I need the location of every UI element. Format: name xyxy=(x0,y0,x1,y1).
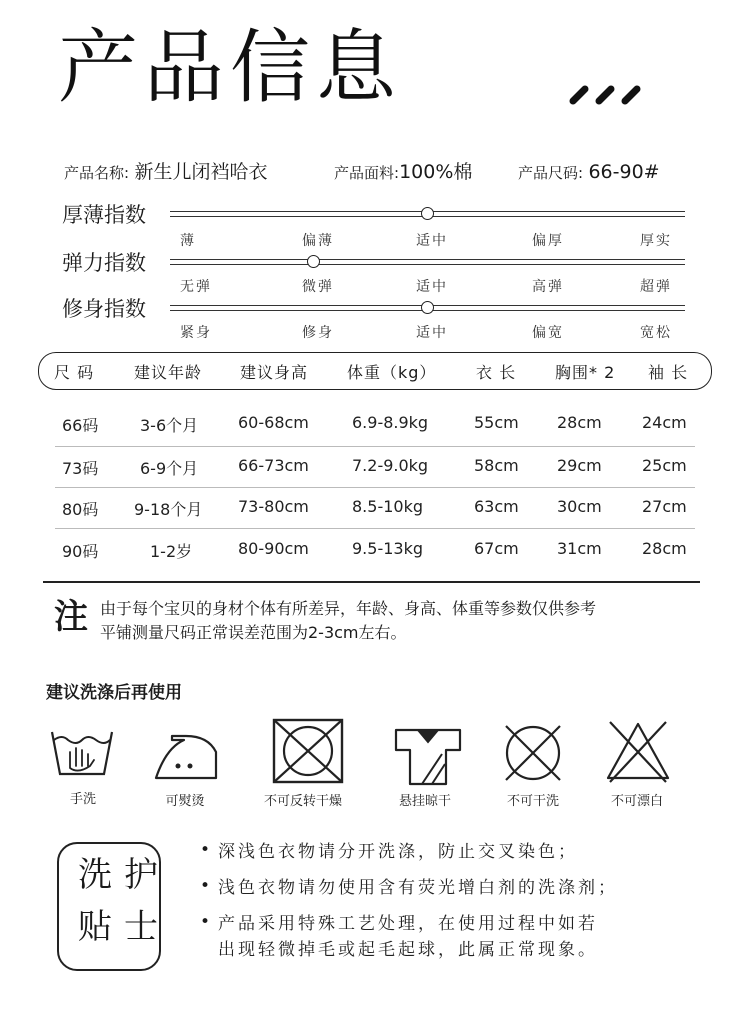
product-name-value: 新生儿闭裆哈衣 xyxy=(134,161,268,183)
care-tip-2: 浅色衣物请勿使用含有荧光增白剂的洗涤剂； xyxy=(218,878,618,898)
page-title: 产品信息 xyxy=(58,21,402,114)
care-label-hand-wash: 手洗 xyxy=(69,792,96,807)
table-cell: 90码 xyxy=(62,542,99,561)
product-fabric xyxy=(334,160,472,185)
column-header: 衣 长 xyxy=(476,363,517,382)
column-header: 胸围* 2 xyxy=(555,363,616,382)
care-tip-3-line-2: 出现轻微掉毛或起毛起球，此属正常现象。 xyxy=(218,940,598,960)
row-divider xyxy=(55,487,695,488)
table-cell: 6.9-8.9kg xyxy=(352,413,429,432)
no-tumble-dry-icon xyxy=(270,716,346,786)
table-cell: 24cm xyxy=(642,413,687,432)
column-header: 体重（kg） xyxy=(347,363,437,382)
care-label-iron: 可熨烫 xyxy=(165,794,205,809)
product-size-value: 66-90# xyxy=(588,161,660,183)
scale-option: 适中 xyxy=(416,325,448,341)
elasticity-index-scale xyxy=(170,259,685,265)
care-label-no-dry-clean: 不可干洗 xyxy=(506,794,559,809)
table-bottom-divider xyxy=(43,581,700,583)
product-size xyxy=(518,160,660,185)
table-cell: 55cm xyxy=(474,413,519,432)
hand-wash-icon xyxy=(48,722,116,784)
column-header: 建议身高 xyxy=(240,363,309,382)
care-label-hang-dry: 悬挂晾干 xyxy=(398,794,451,809)
product-name xyxy=(64,160,267,185)
table-cell: 67cm xyxy=(474,539,519,558)
table-cell: 8.5-10kg xyxy=(352,497,423,516)
column-header: 袖 长 xyxy=(648,363,689,382)
scale-option: 薄 xyxy=(180,233,196,249)
care-heading: 建议洗涤后再使用 xyxy=(46,683,182,703)
care-tips-title-line-2: 贴士 xyxy=(78,907,170,947)
note-line-2: 平铺测量尺码正常误差范围为2-3cm左右。 xyxy=(100,623,407,642)
bullet: • xyxy=(200,876,211,896)
column-header: 建议年龄 xyxy=(134,363,203,382)
table-cell: 29cm xyxy=(557,456,602,475)
table-cell: 25cm xyxy=(642,456,687,475)
scale-option: 微弹 xyxy=(302,279,334,295)
table-cell: 63cm xyxy=(474,497,519,516)
scale-option: 宽松 xyxy=(640,325,672,341)
table-cell: 80码 xyxy=(62,500,99,519)
row-divider xyxy=(55,446,695,447)
scale-option: 偏厚 xyxy=(532,233,564,249)
product-fabric-value: 100%棉 xyxy=(399,161,473,183)
table-cell: 7.2-9.0kg xyxy=(352,456,429,475)
no-dry-clean-icon xyxy=(500,720,566,786)
scale-option: 超弹 xyxy=(640,279,672,295)
row-divider xyxy=(55,528,695,529)
elasticity-index-label: 弹力指数 xyxy=(62,251,146,275)
product-fabric-label: 产品面料: xyxy=(334,164,400,182)
bullet: • xyxy=(200,912,211,932)
table-cell: 28cm xyxy=(642,539,687,558)
scale-option: 适中 xyxy=(416,279,448,295)
elasticity-index-marker xyxy=(307,255,320,268)
care-tips-title-line-1: 洗护 xyxy=(78,855,170,895)
iron-icon xyxy=(152,722,220,784)
product-size-label: 产品尺码: xyxy=(518,164,584,182)
decorative-dashes-icon xyxy=(568,80,644,106)
table-cell: 73-80cm xyxy=(238,497,309,516)
table-cell: 3-6个月 xyxy=(140,416,199,435)
table-cell: 30cm xyxy=(557,497,602,516)
table-cell: 58cm xyxy=(474,456,519,475)
care-label-no-tumble-dry: 不可反转干燥 xyxy=(263,794,342,809)
table-cell: 80-90cm xyxy=(238,539,309,558)
table-cell: 66码 xyxy=(62,416,99,435)
scale-option: 高弹 xyxy=(532,279,564,295)
scale-option: 无弹 xyxy=(180,279,212,295)
scale-option: 紧身 xyxy=(180,325,212,341)
scale-option: 适中 xyxy=(416,233,448,249)
table-cell: 1-2岁 xyxy=(150,542,193,561)
scale-option: 修身 xyxy=(302,325,334,341)
product-name-label: 产品名称: xyxy=(64,164,130,182)
table-cell: 28cm xyxy=(557,413,602,432)
table-cell: 27cm xyxy=(642,497,687,516)
care-label-no-bleach: 不可漂白 xyxy=(610,794,663,809)
note-line-1: 由于每个宝贝的身材个体有所差异，年龄、身高、体重等参数仅供参考 xyxy=(100,599,597,618)
table-cell: 73码 xyxy=(62,459,99,478)
fit-index-marker xyxy=(421,301,434,314)
thickness-index-label: 厚薄指数 xyxy=(62,203,146,227)
bullet: • xyxy=(200,840,211,860)
table-cell: 31cm xyxy=(557,539,602,558)
table-cell: 60-68cm xyxy=(238,413,309,432)
fit-index-label: 修身指数 xyxy=(62,297,146,321)
care-tip-3-line-1: 产品采用特殊工艺处理，在使用过程中如若 xyxy=(218,914,598,934)
scale-option: 厚实 xyxy=(640,233,672,249)
care-tip-1: 深浅色衣物请分开洗涤，防止交叉染色； xyxy=(218,842,578,862)
scale-option: 偏薄 xyxy=(302,233,334,249)
table-cell: 6-9个月 xyxy=(140,459,199,478)
table-cell: 9-18个月 xyxy=(134,500,203,519)
hang-dry-icon xyxy=(392,726,464,788)
table-cell: 9.5-13kg xyxy=(352,539,423,558)
table-cell: 66-73cm xyxy=(238,456,309,475)
scale-option: 偏宽 xyxy=(532,325,564,341)
note-mark: 注 xyxy=(54,597,88,637)
no-bleach-icon xyxy=(604,718,672,784)
thickness-index-marker xyxy=(421,207,434,220)
column-header: 尺 码 xyxy=(54,363,95,382)
